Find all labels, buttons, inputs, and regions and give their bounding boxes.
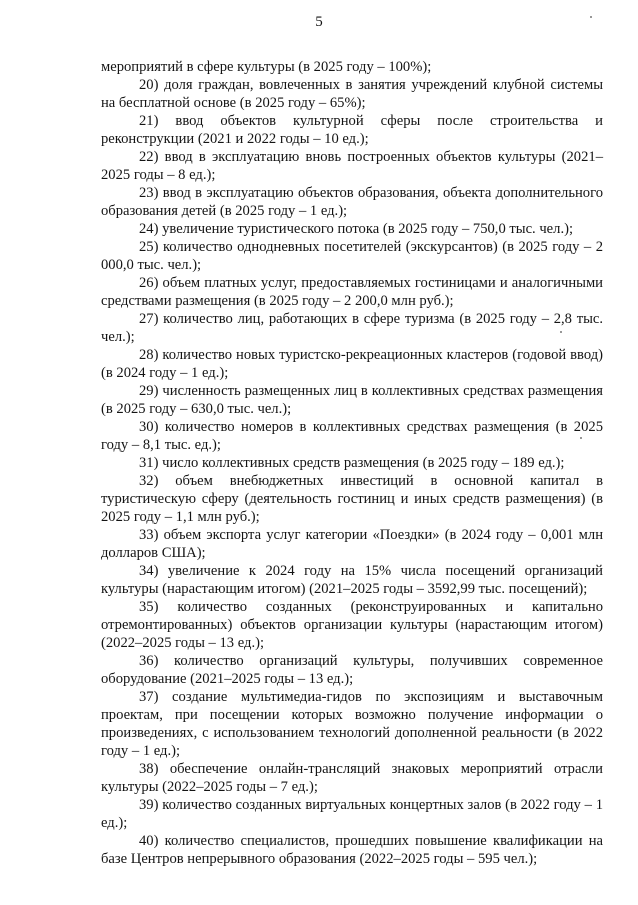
list-item-40: 40) количество специалистов, прошедших повышение квалификации на базе Центров непрерывного образования (2022–2025 годы – 595 чел.); <box>101 833 603 867</box>
list-item-29: 29) численность размещенных лиц в коллективных средствах размещения (в 2025 году – 630,0 тыс. чел.); <box>101 383 603 417</box>
list-item-22: 22) ввод в эксплуатацию вновь построенных объектов культуры (2021–2025 годы – 8 ед.); <box>101 149 603 183</box>
list-item-35: 35) количество созданных (реконструированных и капитально отремонтированных) объектов организации культуры (нарастающим итогом) (2022–2025 годы – 13 ед.); <box>101 599 603 651</box>
list-item-39: 39) количество созданных виртуальных концертных залов (в 2022 году – 1 ед.); <box>101 797 603 831</box>
scan-speck <box>580 437 582 439</box>
list-item-32: 32) объем внебюджетных инвестиций в основной капитал в туристическую сферу (деятельность гостиниц и иных средств размещения) (в 2025 году – 1,1 млн руб.); <box>101 473 603 525</box>
list-item-34: 34) увеличение к 2024 году на 15% числа посещений организаций культуры (нарастающим итогом) (2021–2025 годы – 3592,99 тыс. посещений); <box>101 563 603 597</box>
list-item-26: 26) объем платных услуг, предоставляемых гостиницами и аналогичными средствами размещения (в 2025 году – 2 200,0 млн руб.); <box>101 275 603 309</box>
scan-speck <box>590 16 592 18</box>
page-number: 5 <box>315 14 323 30</box>
list-item-33: 33) объем экспорта услуг категории «Поездки» (в 2024 году – 0,001 млн долларов США); <box>101 527 603 561</box>
document-body <box>101 58 603 868</box>
list-item-20: 20) доля граждан, вовлеченных в занятия учреждений клубной системы на бесплатной основе (в 2025 году – 65%); <box>101 77 603 111</box>
list-item-30: 30) количество номеров в коллективных средствах размещения (в 2025 году – 8,1 тыс. ед.); <box>101 419 603 453</box>
list-item-21: 21) ввод объектов культурной сферы после строительства и реконструкции (2021 и 2022 годы – 10 ед.); <box>101 113 603 147</box>
list-item-24: 24) увеличение туристического потока (в 2025 году – 750,0 тыс. чел.); <box>139 221 574 237</box>
list-item-28: 28) количество новых туристско-рекреационных кластеров (годовой ввод) (в 2024 году – 1 ед.); <box>101 347 603 381</box>
list-item-27: 27) количество лиц, работающих в сфере туризма (в 2025 году – 2,8 тыс. чел.); <box>101 311 603 345</box>
list-item-23: 23) ввод в эксплуатацию объектов образования, объекта дополнительного образования детей (в 2025 году – 1 ед.); <box>101 185 603 219</box>
list-item-36: 36) количество организаций культуры, получивших современное оборудование (2021–2025 годы – 13 ед.); <box>101 653 603 687</box>
list-item-25: 25) количество однодневных посетителей (экскурсантов) (в 2025 году – 2 000,0 тыс. чел.); <box>101 239 603 273</box>
list-item-38: 38) обеспечение онлайн-трансляций знаковых мероприятий отрасли культуры (2022–2025 годы – 7 ед.); <box>101 761 603 795</box>
list-item-31: 31) число коллективных средств размещения (в 2025 году – 189 ед.); <box>139 455 565 471</box>
list-item-37: 37) создание мультимедиа-гидов по экспозициям и выставочным проектам, при посещении которых возможно получение информации о произведениях, с использованием технологий дополненной реальности (в 2022 году – 1 ед.); <box>101 689 603 759</box>
scan-speck <box>560 331 562 333</box>
paragraph-continuation: мероприятий в сфере культуры (в 2025 году – 100%); <box>101 59 432 75</box>
